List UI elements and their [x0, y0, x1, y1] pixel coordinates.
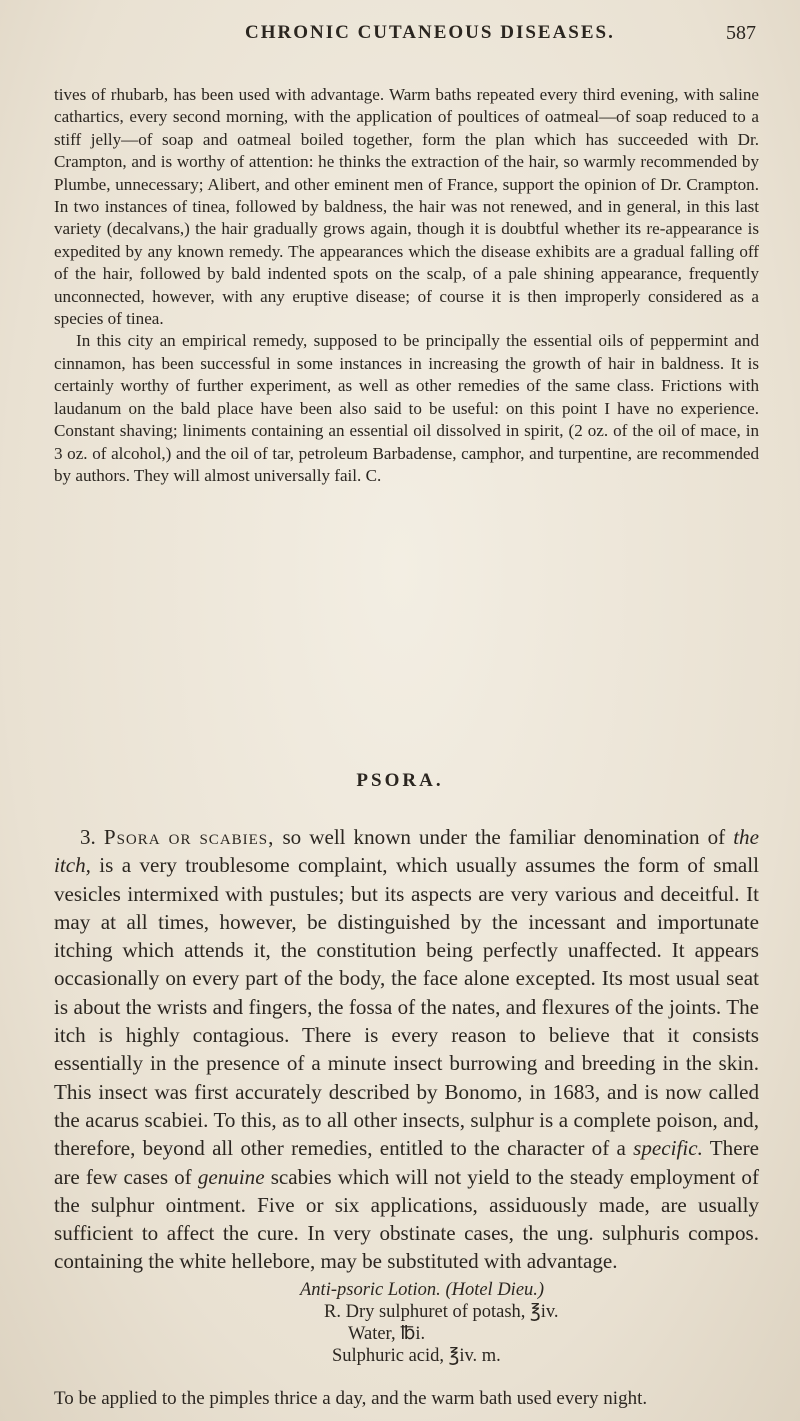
page-number: 587: [726, 22, 756, 44]
prescription-line: R. Dry sulphuret of potash, ℥iv.: [324, 1302, 559, 1322]
prescription-line: Sulphuric acid, ℥iv. m.: [332, 1346, 501, 1366]
paragraph-baldness-remedies: In this city an empirical remedy, supposed to be principally the essential oils of peppermint and cinnamon, has been successful in some instances in increasing the growth of hair in baldness. It is certainly worthy of further experiment, as well as other remedies of the same class. Frictions with laudanum on the bald place have been also said to be useful: on this point I have no experience. Constant shaving; liniments containing an essential oil dissolved in spirit, (2 oz. of the oil of mace, in 3 oz. of alcohol,) and the oil of tar, petroleum Barbadense, camphor, and turpentine, are recommended by authors. They will almost universally fail. C.: [54, 331, 759, 485]
prescription-title-line: [300, 1279, 559, 1301]
text-run: scabies which will not yield to the steady employment of the sulphur ointment. Five or six applications, assiduously made, are usually sufficient to affect the cure. In very obstinate cases, the ung. sulphuris compos. containing the white hellebore, may be substituted with advantage.: [54, 1164, 759, 1274]
body-text-upper: [54, 84, 759, 487]
section-number: 3.: [80, 825, 96, 849]
prescription-title: Anti-psoric Lotion.: [300, 1280, 441, 1300]
text-run: is a very troublesome complaint, which usually assumes the form of small vesicles intermixed with pustules; but its aspects are very various and deceitful. It may at all times, however, be distinguished by the incessant and importunate itching which attends it, the constitution being perfectly unaffected. It appears occasionally on every part of the body, the face alone excepted. Its most usual seat is about the wrists and fingers, the fossa of the nates, and flexures of the joints. The itch is highly contagious. There is every reason to believe that it consists essentially in the presence of a minute insect burrowing and breeding in the skin. This insect was first accurately described by Bonomo, in 1683, and is now called the acarus scabiei. To this, as to all other insects, sulphur is a complete poison, and, therefore, beyond all other remedies, entitled to the character of a: [54, 853, 759, 1161]
running-title: CHRONIC CUTANEOUS DISEASES.: [245, 22, 615, 43]
section-heading: PSORA.: [356, 770, 444, 791]
paragraph-psora: [54, 823, 759, 1276]
text-run: so well known under the familiar denomination of: [282, 825, 726, 849]
term-specific: specific.: [633, 1136, 703, 1161]
prescription-directions: To be applied to the pimples thrice a day, and the warm bath used every night.: [54, 1388, 648, 1409]
paragraph-tinea-treatment: tives of rhubarb, has been used with advantage. Warm baths repeated every third evening, with saline cathartics, every second morning, with the application of poultices of oatmeal—of soap reduced to a stiff jelly—of soap and oatmeal boiled together, form the plan which has succeeded with Dr. Crampton, and is worthy of attention: he thinks the extraction of the hair, so warmly recommended by Plumbe, unnecessary; Alibert, and other eminent men of France, support the opinion of Dr. Crampton. In two instances of tinea, followed by baldness, the hair was not renewed, and in general, in this last variety (decalvans,) the hair gradually grows again, though it is doubtful whether its re-appearance is expedited by any known remedy. The appearances which the disease exhibits are a gradual falling off of the hair, followed by bald indented spots on the scalp, of a pale shining appearance, frequently unconnected, however, with any eruptive disease; of course it is then improperly considered as a species of tinea.: [54, 85, 759, 329]
term-scabies: scabies,: [199, 825, 275, 849]
prescription: [300, 1279, 559, 1367]
prescription-source: (Hotel Dieu.): [445, 1280, 545, 1300]
term-or: or: [168, 825, 192, 849]
term-genuine: genuine: [197, 1164, 265, 1189]
term-itch: the itch,: [54, 825, 759, 878]
prescription-line: Water, ℔i.: [348, 1324, 426, 1344]
page-header: [0, 22, 800, 52]
text-run: There are few cases of: [54, 1136, 759, 1189]
term-psora: Psora: [103, 825, 161, 849]
